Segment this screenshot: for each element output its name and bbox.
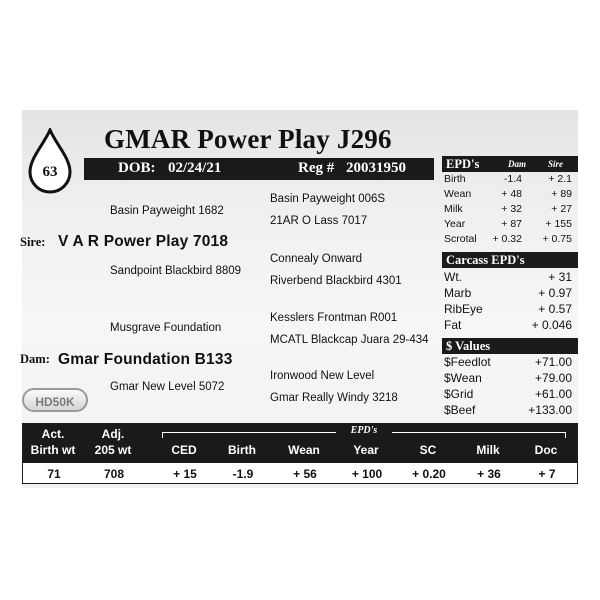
sire-name: V A R Power Play 7018 (58, 233, 229, 250)
hd50k-logo: HD50K (22, 388, 88, 412)
epd-row-milk (442, 203, 578, 218)
epd-dam-value: + 48 (501, 188, 522, 200)
dollar-value: +71.00 (534, 355, 572, 369)
col-sc: SC (419, 443, 437, 457)
dollar-value: +79.00 (534, 371, 572, 385)
epd-sire-value: + 89 (551, 188, 572, 200)
carcass-trait: Fat (444, 318, 462, 332)
val-ced: + 15 (173, 467, 197, 481)
val-sc: + 0.20 (412, 467, 446, 481)
epd-row-year (442, 218, 578, 233)
dollar-value: +133.00 (528, 403, 572, 417)
col-ced: CED (171, 443, 197, 457)
ss-dam: 21AR O Lass 7017 (270, 215, 368, 227)
col-milk: Milk (476, 443, 500, 457)
epd-header (442, 156, 578, 172)
epd-sire-value: + 155 (545, 218, 572, 230)
carcass-row-marb (442, 286, 578, 302)
epd-trait: Wean (444, 188, 472, 200)
epd-trait: Milk (444, 203, 463, 215)
epd-dam-value: -1.4 (503, 173, 522, 185)
carcass-header: Carcass EPD's (442, 252, 578, 268)
carcass-trait: RibEye (444, 302, 483, 316)
epd-row-wean (442, 188, 578, 203)
epd-dam-value: + 0.32 (492, 233, 522, 245)
epds-label: EPD's (336, 425, 392, 436)
dam-col-label: Dam (508, 159, 526, 169)
col-wean: Wean (288, 443, 320, 457)
epd-sire-value: + 0.75 (542, 233, 572, 245)
animal-name: GMAR Power Play J296 (104, 124, 392, 154)
epd-trait: Year (444, 218, 466, 230)
adj-label-2: 205 wt (94, 443, 132, 457)
ss-sire: Basin Payweight 006S (270, 193, 386, 205)
reg-value: 20031950 (346, 160, 406, 176)
epd-sire-value: + 2.1 (548, 173, 572, 185)
sire-dam: Sandpoint Blackbird 8809 (110, 265, 242, 277)
col-birth: Birth (228, 443, 256, 457)
dam-label: Dam: (20, 352, 50, 366)
sd-sire: Connealy Onward (270, 253, 363, 265)
val-birth: -1.9 (232, 467, 254, 481)
col-year: Year (353, 443, 379, 457)
carcass-row-fat (442, 318, 578, 334)
carcass-trait: Marb (444, 286, 472, 300)
dollar-trait: $Feedlot (444, 355, 491, 369)
act-label-2: Birth wt (30, 443, 76, 457)
act-birth-wt: 71 (47, 467, 61, 481)
dam-name: Gmar Foundation B133 (58, 351, 233, 368)
ds-sire: Kesslers Frontman R001 (270, 312, 398, 324)
dollar-trait: $Wean (444, 371, 482, 385)
epd-header-label: EPD's (446, 157, 480, 171)
epd-row-scrotal (442, 233, 578, 248)
adj-label-1: Adj. (101, 427, 125, 441)
dam-sire: Musgrave Foundation (110, 322, 222, 334)
epd-row-birth (442, 173, 578, 188)
dd-dam: Gmar Really Windy 3218 (270, 392, 398, 404)
dob-label: DOB: (118, 160, 156, 176)
dollar-value: +61.00 (534, 387, 572, 401)
act-label-1: Act. (41, 427, 65, 441)
epd-summary-header (22, 423, 578, 462)
epd-trait: Birth (444, 173, 466, 185)
dollar-row-wean (442, 371, 578, 387)
carcass-row-ribeye (442, 302, 578, 318)
epd-sire-value: + 27 (551, 203, 572, 215)
dollar-row-beef (442, 403, 578, 419)
val-doc: + 7 (538, 467, 556, 481)
val-milk: + 36 (477, 467, 501, 481)
dob-reg-bar (84, 158, 434, 180)
epd-summary-table (22, 423, 578, 486)
val-wean: + 56 (293, 467, 317, 481)
badge-number: 63 (42, 164, 58, 180)
dd-sire: Ironwood New Level (270, 370, 375, 382)
carcass-trait: Wt. (444, 270, 462, 284)
adj-205-wt: 708 (103, 467, 125, 481)
dollar-row-grid (442, 387, 578, 403)
col-doc: Doc (534, 443, 558, 457)
carcass-value: + 0.57 (538, 302, 572, 316)
sire-col-label: Sire (548, 159, 564, 169)
sire-label: Sire: (20, 235, 46, 249)
reg-label: Reg # (298, 160, 335, 176)
epd-trait: Scrotal (444, 233, 477, 245)
val-year: + 100 (351, 467, 383, 481)
dam-dam: Gmar New Level 5072 (110, 381, 225, 393)
dollar-row-feedlot (442, 355, 578, 371)
carcass-row-wt (442, 270, 578, 286)
ds-dam: MCATL Blackcap Juara 29-434 (270, 334, 429, 346)
dollar-values-header: $ Values (442, 338, 578, 354)
epd-dam-value: + 32 (501, 203, 522, 215)
sd-dam: Riverbend Blackbird 4301 (270, 275, 402, 287)
epd-bracket-left (162, 432, 163, 438)
dollar-trait: $Beef (444, 403, 476, 417)
drop-badge-icon (26, 128, 74, 194)
carcass-value: + 0.046 (531, 318, 572, 332)
epd-summary-values (22, 462, 578, 484)
carcass-value: + 0.97 (538, 286, 572, 300)
epd-dam-value: + 87 (501, 218, 522, 230)
dob-value: 02/24/21 (168, 160, 222, 176)
dollar-trait: $Grid (444, 387, 474, 401)
carcass-value: + 31 (548, 270, 572, 284)
sire-sire: Basin Payweight 1682 (110, 205, 224, 217)
epd-bracket-right (565, 432, 566, 438)
